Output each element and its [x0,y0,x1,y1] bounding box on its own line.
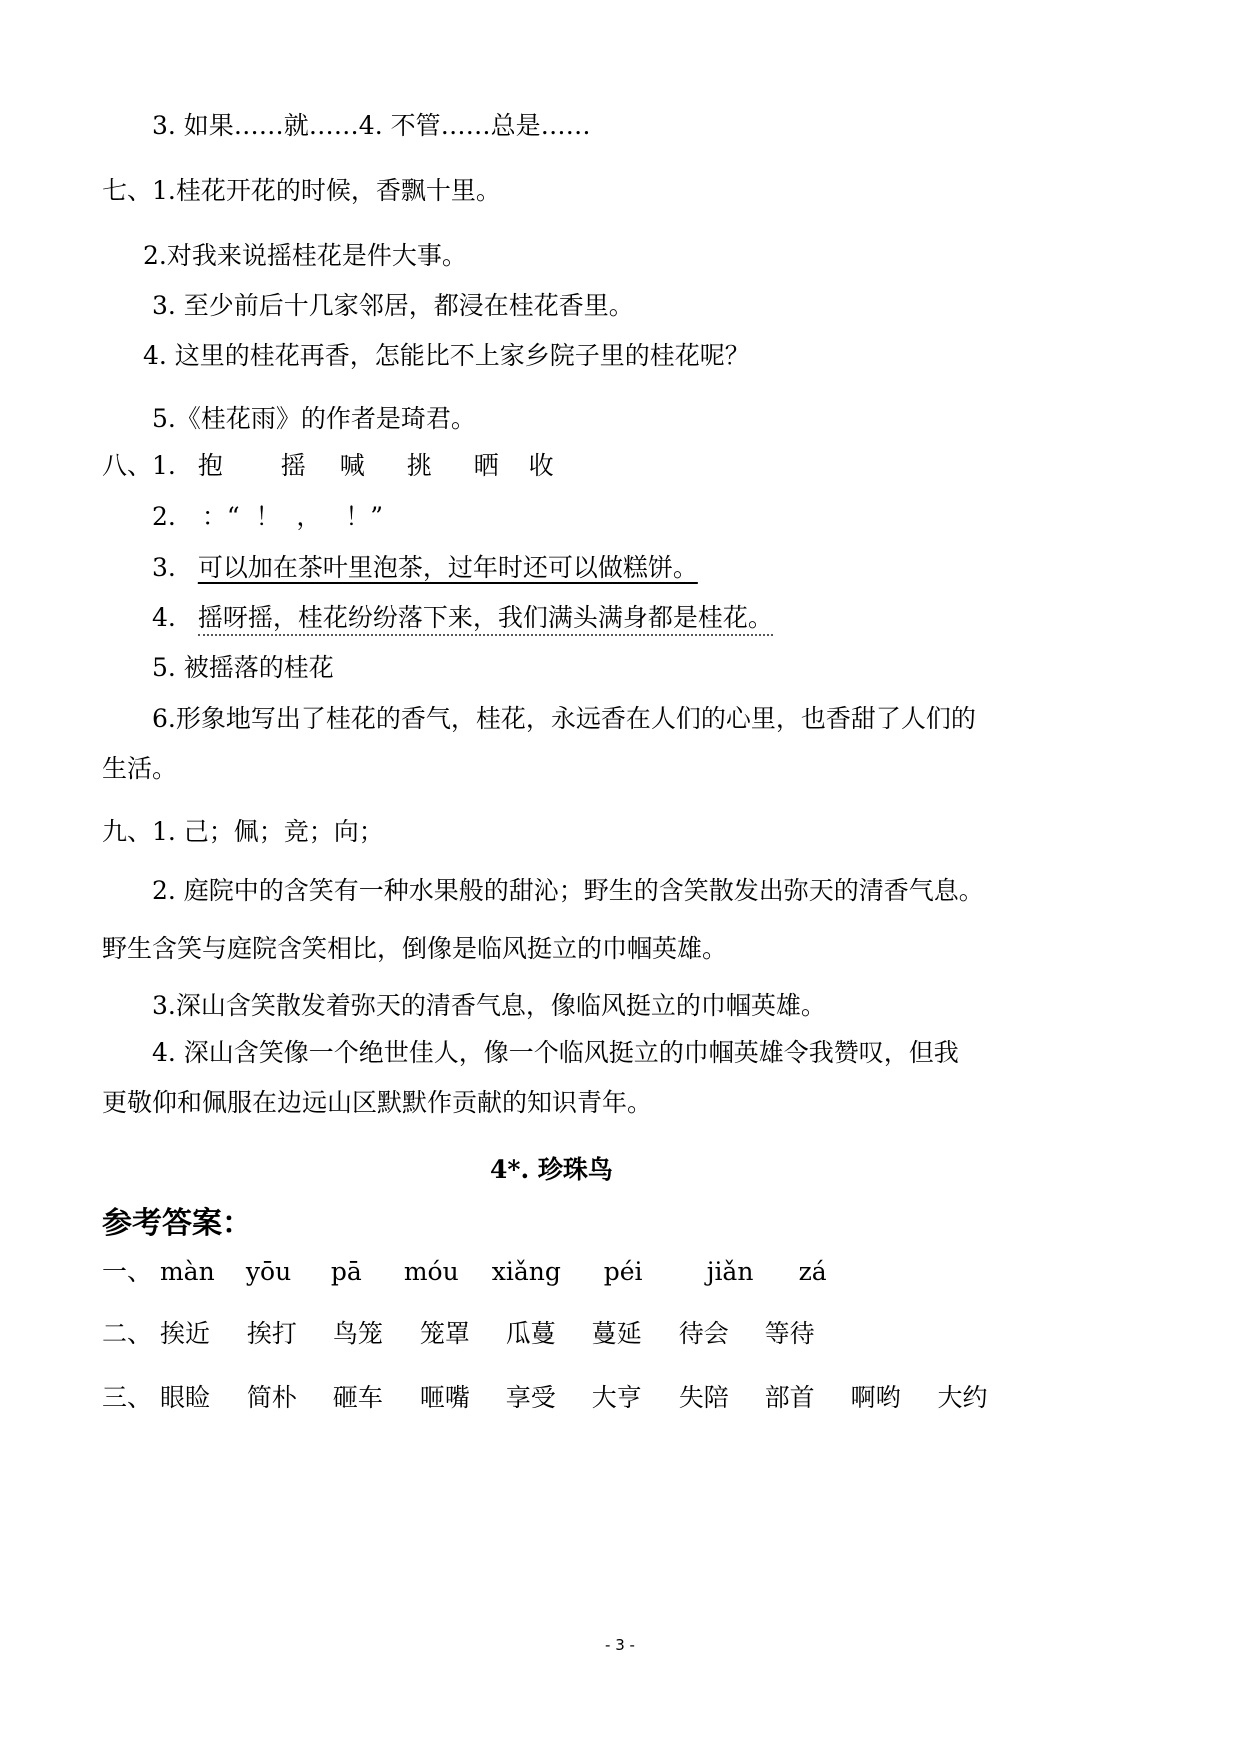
pinyin: jiǎn [706,1257,754,1286]
pinyin: xiǎng [491,1257,561,1286]
item-number: 3. [152,553,176,582]
answer-8-1 [102,450,554,482]
answer-8-3 [152,552,698,584]
word: 晒 [473,451,499,480]
answer-8-4 [152,602,773,634]
word: 享受 [505,1383,556,1412]
word: 简朴 [246,1383,297,1412]
word: 啊哟 [850,1383,901,1412]
word: 等待 [764,1319,815,1348]
word: 挑 [406,451,432,480]
answer-7-2: 2.对我来说摇桂花是件大事。 [143,241,467,270]
word: 失陪 [678,1383,729,1412]
section-2-words [102,1318,815,1350]
answer-7-3: 3. 至少前后十几家邻居，都浸在桂花香里。 [152,291,634,320]
section-3-words [102,1382,988,1414]
word: 眼睑 [159,1383,210,1412]
answer-7-5: 5.《桂花雨》的作者是琦君。 [152,404,476,433]
item-number: 八、1. [102,451,176,480]
answer-9-3: 3.深山含笑散发着弥天的清香气息，像临风挺立的巾帼英雄。 [152,991,826,1020]
word: 咂嘴 [419,1383,470,1412]
page-number: - 3 - [605,1636,635,1654]
dotted-underlined-answer: 摇呀摇，桂花纷纷落下来，我们满头满身都是桂花。 [198,603,773,636]
word: 笼罩 [419,1319,470,1348]
answer-9-1: 九、1. 己；佩；竞；向； [102,817,384,846]
word: 部首 [764,1383,815,1412]
answer-9-4-line2: 更敬仰和佩服在边远山区默默作贡献的知识青年。 [102,1088,653,1117]
answer-8-6-line1: 6.形象地写出了桂花的香气，桂花，永远香在人们的心里，也香甜了人们的 [152,704,976,733]
punctuation-answer: ：“ ！ ， ！” [201,502,384,531]
answer-8-5: 5. 被摇落的桂花 [152,653,334,682]
pinyin: móu [403,1257,459,1286]
word: 大约 [937,1383,988,1412]
word: 收 [528,451,554,480]
word: 挨近 [159,1319,210,1348]
section-number: 三、 [102,1383,153,1412]
pinyin: màn [159,1257,215,1286]
answer-9-2-line1: 2. 庭院中的含笑有一种水果般的甜沁；野生的含笑散发出弥天的清香气息。 [152,876,984,905]
answers-heading: 参考答案： [102,1206,252,1241]
pinyin: pā [330,1257,362,1286]
pinyin: péi [603,1257,643,1286]
word: 鸟笼 [332,1319,383,1348]
section-1-pinyin [102,1256,827,1288]
answer-8-2 [152,501,383,533]
item-number: 4. [152,603,176,632]
answer-line-6-3-4: 3. 如果……就……4. 不管……总是…… [152,111,591,140]
answer-8-6-line2: 生活。 [102,754,178,783]
answer-9-2-line2: 野生含笑与庭院含笑相比，倒像是临风挺立的巾帼英雄。 [102,934,728,963]
underlined-answer: 可以加在茶叶里泡茶，过年时还可以做糕饼。 [197,553,698,582]
word: 抱 [197,451,223,480]
word: 蔓延 [591,1319,642,1348]
pinyin: yōu [245,1257,292,1286]
section-number: 二、 [102,1319,153,1348]
word: 瓜蔓 [505,1319,556,1348]
answer-7-1: 七、1.桂花开花的时候，香飘十里。 [102,176,501,205]
word: 摇 [280,451,306,480]
word: 喊 [339,451,365,480]
lesson-title: 4*. 珍珠鸟 [490,1155,613,1184]
word: 砸车 [332,1383,383,1412]
word: 待会 [678,1319,729,1348]
answer-9-4-line1: 4. 深山含笑像一个绝世佳人，像一个临风挺立的巾帼英雄令我赞叹，但我 [152,1038,959,1067]
word: 大亨 [591,1383,642,1412]
answer-7-4: 4. 这里的桂花再香，怎能比不上家乡院子里的桂花呢？ [143,341,750,370]
section-number: 一、 [102,1257,153,1286]
word: 挨打 [246,1319,297,1348]
item-number: 2. [152,502,176,531]
pinyin: zá [798,1257,827,1286]
